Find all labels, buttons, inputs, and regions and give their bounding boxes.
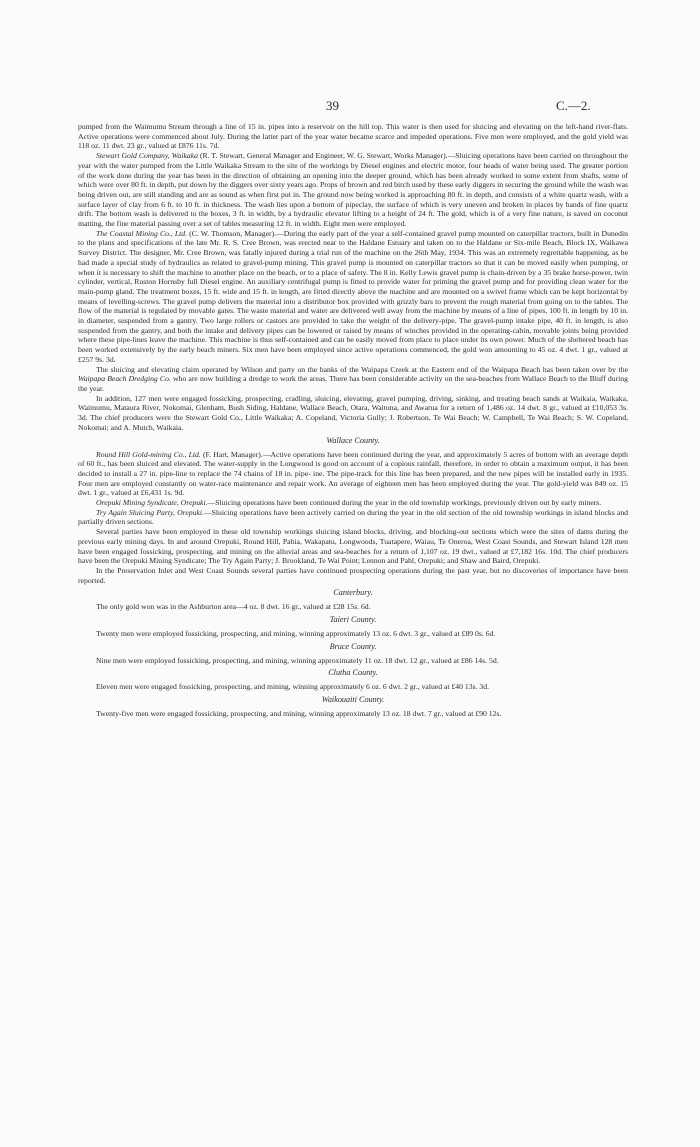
paragraph <box>78 566 628 585</box>
paragraph-text: pumped from the Waimumu Stream through a line of 15 in. pipes into a reservoir on the hill top. This water is then used for sluicing and elevating on the left-hand river-flats. Active operations were commenced about July. During the latter part of the year water became scarce and impeded operations. Five men were employed, and the gold yield was 118 oz. 11 dwt. 23 gr., valued at £876 11s. 7d. <box>78 122 628 151</box>
paragraph <box>78 656 628 666</box>
paragraph <box>78 498 628 508</box>
paragraph-text: Several parties have been employed in these old township workings sluicing island blocks, driving, and blocking-out sections which were the sites of dams during the previous early mining days. In and around Orepuki, Round Hill, Pahia, Wakapatu, Longwoods, Tuatapere, Waiau, Te Oneroa, West Coast Sounds, and Stewart Island 128 men have been engaged fossicking, prospecting, and mining on the alluvial areas and sea-beaches for a return of 1,107 oz. 19 dwt., valued at £7,182 16s. 10d. The chief producers have been the Orepuki Mining Syndicate; The Try Again Party; J. Brookland, Te Wai Point; Lennon and Pahl, Orepuki; and Shaw and Baird, Orepuki. <box>78 527 628 566</box>
paragraph-text: (R. T. Stewart, General Manager and Engineer, W. G. Stewart, Works Manager).—Sluicing operations have been carried on throughout the year with the water pumped from the Little Waikaka Stream to the site of the workings by Diesel engines and electric motor, four heads of water being used. The greater portion of the work done during the year has been in the direction of obtaining an opening into the deeper ground, which has been already worked to some extent from shafts, some of which were over 80 ft. in depth, put down by the diggers over sixty years ago. Props of brown and red birch used by these early diggers in securing the ground while the wash was being driven out, are still standing and are as sound as when first put in. The ground now being worked is approaching 80 ft. in depth, and consists of a white quartz wash, with a surface layer of clay from 6 ft. to 10 ft. in thickness. The wash lies upon a bottom of pipeclay, the surface of which is very uneven and broken in places by bands of fine quartz drift. The bottom wash is delivered to the boxes, 3 ft. in width, by a hydraulic elevator lifting to a height of 24 ft. The gold, which is of a very fine nature, is saved on coconut matting, the fine material passing over a set of tables measuring 12 ft. in width. Eight men were employed. <box>78 151 628 229</box>
section-heading: Canterbury. <box>333 588 373 598</box>
paragraph-text: The sluicing and elevating claim operated by Wilson and party on the banks of the Waipapa Creek at the Eastern end of the Waipapa Beach has been taken over by the <box>96 364 628 374</box>
company-name: Round Hill Gold-mining Co., Ltd. <box>96 449 201 459</box>
page-header <box>0 98 700 114</box>
section-heading: Waikouaiti County. <box>321 695 385 705</box>
document-body <box>78 122 628 719</box>
section-heading: Wallace County. <box>326 435 380 445</box>
company-name: Try Again Sluicing Party, Orepuki. <box>96 507 204 517</box>
company-name: Stewart Gold Company, Waikaka <box>96 151 198 161</box>
paragraph <box>78 151 628 229</box>
paragraph <box>78 709 628 719</box>
paragraph <box>78 229 628 365</box>
paragraph-text: Nine men were employed fossicking, prospecting, and mining, winning approximately 11 oz. 18 dwt. 12 gr., valued at £86 14s. 5d. <box>96 655 499 665</box>
paragraph-text: who are now building a dredge to work the areas. There has been considerable activity on the sea-beaches from Wallace Beach to the Bluff during the year. <box>78 374 628 393</box>
paragraph <box>78 394 628 433</box>
document-reference: C.—2. <box>556 98 591 113</box>
section-heading: Clutha County. <box>328 668 378 678</box>
paragraph <box>78 450 628 499</box>
page-number: 39 <box>326 98 339 113</box>
paragraph <box>78 527 628 566</box>
company-name: Waipapa Beach Dredging Co. <box>78 374 171 384</box>
paragraph <box>78 629 628 639</box>
section-heading: Taieri County. <box>329 615 377 625</box>
paragraph-text: —Sluicing operations have been continued during the year in the old township workings, previously driven out by early miners. <box>207 498 602 508</box>
paragraph-text: (C. W. Thomson, Manager).—During the early part of the year a self-contained gravel pump mounted on caterpillar tractors, built in Dunedin to the plans and specifications of the late Mr. R. S. Cree Brown, was erected near to the Haldane Estuary and taken on to the Haldane or Six-mile Beach, Block IX, Waikawa Survey District. The designer, Mr. Cree Brown, was fatally injured during a trial run of the machine on the 26th May, 1934. This was an extremely regrettable happening, as he had made a special study of hydraulics as related to gravel-pump mining. This gravel pump is mounted on caterpillar tractors so that it can be moved easily when pumping, or when it is necessary to shift the machine to another place on the beach, or to a place of safety. The 8 in. Kelly Lewis gravel pump is chain-driven by a 35 brake horse-power, twin cylinder, vertical, Ruston Hornsby full Diesel engine. An auxiliary centrifugal pump is fitted to provide water for priming the gravel pump and for providing clean water for the main-pump gland. The treatment boxes, 15 ft. wide and 15 ft. in length, are fitted directly above the machine and are mounted on a swivel frame which can be kept horizontal by means of levelling-screws. The gravel pump delivers the material into a distributor box provided with grizzly bars to prevent the rough material from going on to the tables. The flow of the material is regulated by movable gates. The waste material and water are delivered well away from the machine by means of a line of pipes, 100 ft. in length by 10 in. in diameter, suspended from a gantry. Two large rollers or castors are provided to take the weight of the delivery-pipe. The gravel-pump intake pipe, 40 ft. in length, is also suspended from the gantry, and both the intake and delivery pipes can be lowered or raised by means of winches provided in the operating-cabin, movable joints being provided where these pipe-lines leave the machine. This machine is thus self-contained and can be easily moved from place to place under its own power. Much of the sheltered beach has been worked extensively by the early beach miners. Six men have been employed since active operations commenced, the gold won amounting to 45 oz. 4 dwt. 1 gr., valued at £257 9s. 3d. <box>78 228 628 364</box>
paragraph <box>78 365 628 394</box>
paragraph-text: The only gold won was in the Ashburton area—4 oz. 8 dwt. 16 gr., valued at £28 15s. 6d. <box>96 602 371 612</box>
paragraph-text: Twenty men were employed fossicking, prospecting, and mining, winning approximately 13 oz. 6 dwt. 3 gr., valued at £89 0s. 6d. <box>96 629 496 639</box>
section-heading: Bruce County. <box>329 641 377 651</box>
paragraph-text: In addition, 127 men were engaged fossicking, prospecting, cradling, sluicing, elevating, gravel pumping, driving, sinking, and treating beach sands at Waikaia, Waikaka, Waimumu, Mataura River, Nokomai, Glenham, Bush Siding, Haldane, Wallace Beach, Otara, Waituna, and Awarua for a return of 1,486 oz. 14 dwt. 8 gr., valued at £10,053 3s. 3d. The chief producers were the Stewart Gold Co., Little Waikaka; A. Copeland, Victoria Gully; J. Robertson, Te Wai Beach; W. Campbell, Te Wai Beach; S. W. Copeland, Nokomai; and A. Mutch, Waikaia. <box>78 393 628 432</box>
paragraph-text: —Sluicing operations have been actively carried on during the year in the old section of the old township workings in island blocks and partially driven sections. <box>78 507 629 527</box>
paragraph <box>78 508 628 527</box>
paragraph-text: In the Preservation Inlet and West Coast Sounds several parties have continued prospecting operations during the past year, but no discoveries of importance have been reported. <box>78 565 628 585</box>
paragraph-text: Eleven men were engaged fossicking, prospecting, and mining, winning approximately 6 oz. 6 dwt. 2 gr., valued at £40 13s. 3d. <box>96 682 490 692</box>
paragraph <box>78 122 628 151</box>
company-name: The Coastal Mining Co., Ltd. <box>96 228 188 238</box>
paragraph-text: (F. Hart, Manager).—Active operations have been continued during the year, and approximately 5 acres of bottom with an average depth of 60 ft., has been sluiced and elevated. The water-supply in the Longwood is good on account of a copious rainfall, therefore, in order to obtain a maximum output, it has been decided to install a 27 in. pipe-line to replace the 74 chains of 18 in. pipe- ine. The pipe-track for this line has been prepared, and the new pipes will be installed early in 1935. Four men are employed constantly on water-race maintenance and repair work. An average of eighteen men has been employed during the year. The gold-yield was 849 oz. 15 dwt. 1 gr., valued at £6,431 1s. 9d. <box>78 449 628 498</box>
paragraph <box>78 682 628 692</box>
paragraph-text: Twenty-five men were engaged fossicking, prospecting, and mining, winning approximately 13 oz. 18 dwt. 7 gr., valued at £90 12s. <box>96 709 502 719</box>
company-name: Orepuki Mining Syndicate, Orepuki. <box>96 498 208 508</box>
paragraph <box>78 602 628 612</box>
